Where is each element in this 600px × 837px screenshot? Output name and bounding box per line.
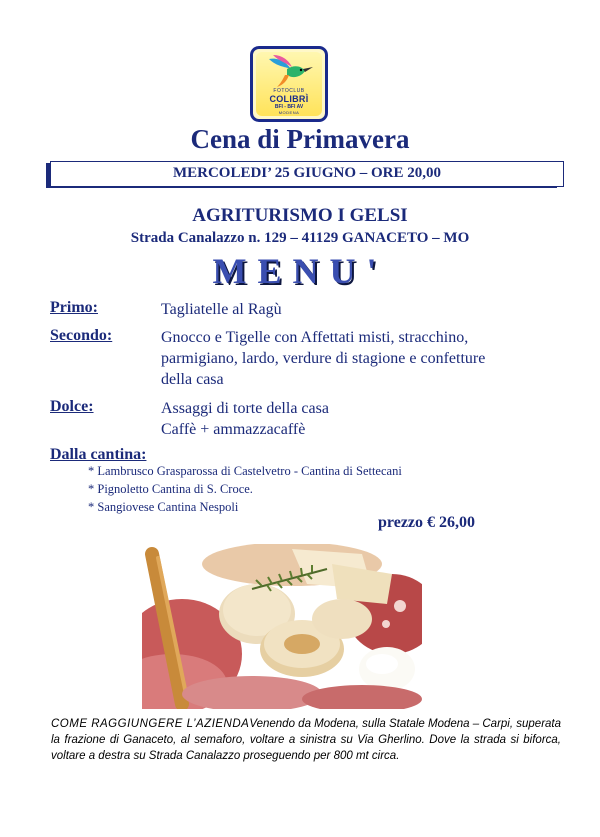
dolce-label: Dolce: [50, 398, 94, 415]
logo-text-fotoclub: FOTOCLUB [273, 88, 305, 94]
dolce-line: Assaggi di torte della casa [161, 400, 329, 417]
venue-name: AGRITURISMO I GELSI [192, 205, 408, 226]
primo-line: Tagliatelle al Ragù [161, 301, 282, 318]
primo-dish [161, 299, 561, 320]
wine-item: * Pignoletto Cantina di S. Croce. [88, 482, 253, 496]
secondo-line: parmigiano, lardo, verdure di stagione e confetture [161, 350, 486, 367]
hummingbird-icon [265, 53, 315, 89]
secondo-label: Secondo: [50, 327, 113, 344]
directions-paragraph [51, 716, 561, 764]
date-box: MERCOLEDI’ 25 GIUGNO – ORE 20,00 [50, 161, 564, 187]
price: prezzo € 26,00 [378, 514, 476, 531]
fotoclub-logo [250, 46, 328, 122]
directions-lead: COME RAGGIUNGERE L’AZIENDA [51, 718, 250, 730]
dolce-dish [161, 398, 561, 440]
wine-item: * Sangiovese Cantina Nespoli [88, 500, 239, 514]
menu-heading: MENU' [212, 251, 388, 291]
secondo-line: della casa [161, 371, 224, 388]
logo-text-modena: MODENA [278, 110, 300, 115]
primo-label: Primo: [50, 299, 98, 316]
secondo-line: Gnocco e Tigelle con Affettati misti, stracchino, [161, 329, 469, 346]
food-photo [142, 544, 422, 709]
dolce-line: Caffè + ammazzacaffè [161, 421, 306, 438]
secondo-dish [161, 327, 561, 390]
wine-item: * Lambrusco Grasparossa di Castelvetro - Cantina di Settecani [88, 464, 402, 478]
logo-text-colibri: COLIBRÌ [269, 94, 309, 104]
venue-address: Strada Canalazzo n. 129 – 41129 GANACETO – MO [130, 230, 470, 246]
cantina-label: Dalla cantina: [50, 446, 147, 463]
logo-text-bfi: BFI - BFI AV [274, 104, 304, 110]
directions-text: Venendo da Modena, sulla Statale Modena – Carpi, superata la frazione di Ganaceto, al semaforo, voltare a sinistra su Via Gherlino. Dove la strada si biforca, voltare a destra su Strada Canalazzo proseguendo per 800 mt circa. [51, 718, 562, 762]
page-title: Cena di Primavera [190, 124, 410, 154]
